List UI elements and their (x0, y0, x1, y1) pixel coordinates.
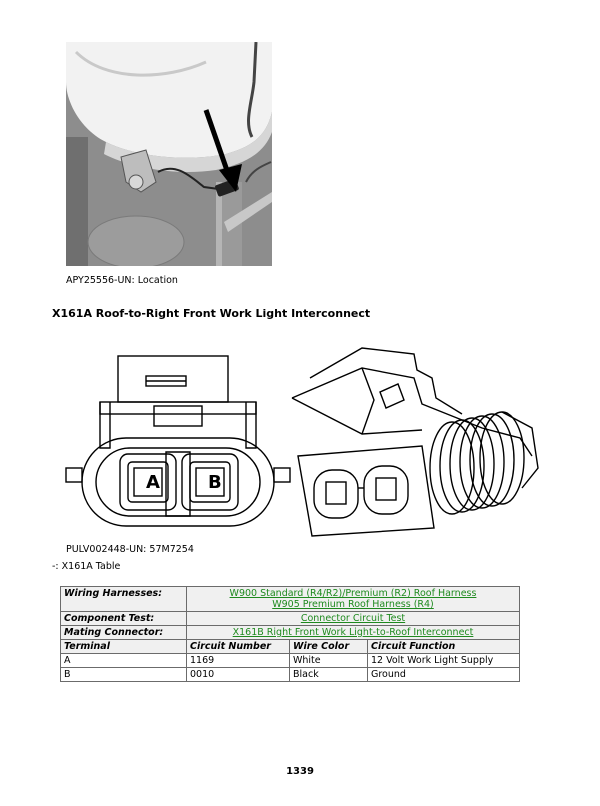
component-test-link[interactable]: Connector Circuit Test (300, 613, 406, 624)
table-header-row (61, 640, 520, 654)
page-number: 1339 (286, 766, 314, 777)
cell-circuit-number: 1169 (187, 654, 290, 668)
table-caption: -: X161A Table (52, 561, 121, 572)
table-row (61, 654, 520, 668)
cell-circuit-number: 0010 (187, 668, 290, 682)
mating-connector-row (61, 626, 520, 640)
table-row (61, 668, 520, 682)
section-title: X161A Roof-to-Right Front Work Light Interconnect (52, 307, 371, 320)
cell-wire-color: White (290, 654, 368, 668)
component-test-cell (187, 612, 520, 626)
figure-caption-location: APY25556-UN: Location (66, 275, 178, 286)
location-photo (66, 42, 272, 266)
header-wire-color: Wire Color (290, 640, 368, 654)
wiring-harness-label: Wiring Harnesses: (61, 587, 187, 612)
header-terminal: Terminal (61, 640, 187, 654)
terminal-b-label: B (208, 472, 222, 493)
cell-terminal: B (61, 668, 187, 682)
cell-terminal: A (61, 654, 187, 668)
component-test-row (61, 612, 520, 626)
connector-drawing (62, 338, 542, 542)
wiring-harness-links (187, 587, 520, 612)
mating-connector-cell (187, 626, 520, 640)
cell-circuit-function: 12 Volt Work Light Supply (368, 654, 520, 668)
connector-table (60, 586, 520, 682)
header-circuit-function: Circuit Function (368, 640, 520, 654)
harness-link-w905[interactable]: W905 Premium Roof Harness (R4) (272, 599, 434, 610)
figure-caption-connector: PULV002448-UN: 57M7254 (66, 544, 194, 555)
mating-connector-label: Mating Connector: (61, 626, 187, 640)
cell-circuit-function: Ground (368, 668, 520, 682)
wiring-harness-row (61, 587, 520, 612)
component-test-label: Component Test: (61, 612, 187, 626)
cell-wire-color: Black (290, 668, 368, 682)
harness-link-w900[interactable]: W900 Standard (R4/R2)/Premium (R2) Roof Harness (229, 588, 477, 599)
mating-connector-link[interactable]: X161B Right Front Work Light-to-Roof Interconnect (232, 627, 474, 638)
header-circuit-number: Circuit Number (187, 640, 290, 654)
terminal-a-label: A (146, 472, 160, 493)
